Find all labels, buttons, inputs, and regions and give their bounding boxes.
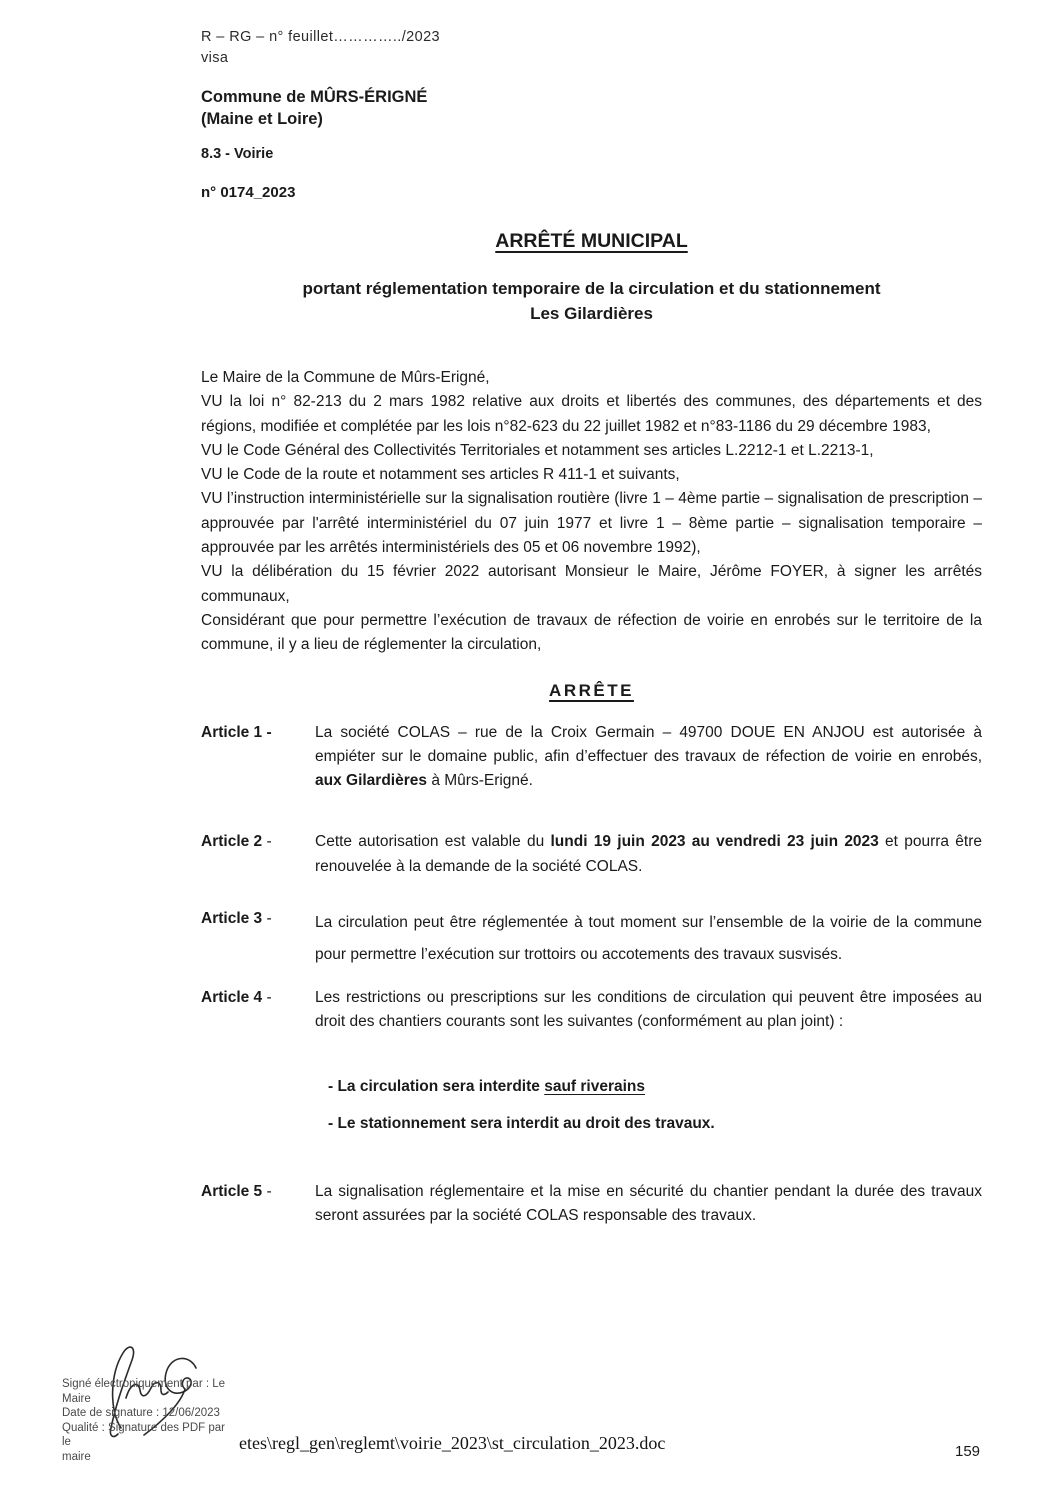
restriction-list [328,1075,982,1136]
preamble-paragraph: VU le Code de la route et notamment ses articles R 411-1 et suivants, [201,466,680,484]
preamble-paragraph: VU la délibération du 15 février 2022 autorisant Monsieur le Maire, Jérôme FOYER, à signer les arrêtés communaux, [201,563,982,605]
registry-line: R – RG – n° feuillet…………../2023 [201,29,441,45]
signature-line: Qualité : Signature des PDF par le [62,1421,225,1448]
article-4-label: Article 4 - [201,989,272,1007]
subtitle-line-1: portant réglementation temporaire de la circulation et du stationnement [302,279,881,298]
visa-line: visa [201,50,229,66]
page-number: 159 [955,1443,981,1460]
commune-department: (Maine et Loire) [201,110,323,128]
article-5-body: La signalisation réglementaire et la mise en sécurité du chantier pendant la durée des travaux seront assurées par la société COLAS responsable des travaux. [315,1182,982,1224]
commune-name: Commune de MÛRS-ÉRIGNÉ [201,88,428,106]
footer-file-path: etes\regl_gen\reglemt\voirie_2023\st_circulation_2023.doc [239,1433,666,1453]
preamble-paragraph: VU la loi n° 82-213 du 2 mars 1982 relative aux droits et libertés des communes, des départements et des régions, modifiée et complétée par les lois n°82-623 du 22 juillet 1982 et n°83-1186 du 29 décembre 1983, [201,393,982,435]
article-4-body: Les restrictions ou prescriptions sur les conditions de circulation qui peuvent être imposées au droit des chantiers courants sont les suivantes (conformément au plan joint) : [315,989,982,1031]
article-3-body: La circulation peut être réglementée à tout moment sur l’ensemble de la voirie de la commune pour permettre l’exécution sur trottoirs ou accotements des travaux susvisés. [315,914,982,963]
document-content [201,0,982,1228]
subtitle-line-2: Les Gilardières [530,304,653,323]
commune-header [201,86,982,130]
article-4 [201,986,982,1035]
article-1-body: La société COLAS – rue de la Croix Germain – 49700 DOUE EN ANJOU est autorisée à empiéter sur le domaine public, afin d’effectuer des travaux de réfection de voirie en enrobés, aux Gilardières à Mûrs-Erigné. [315,723,982,790]
document-title: ARRÊTÉ MUNICIPAL [495,230,688,252]
restriction-item-stationnement: - Le stationnement sera interdit au droit des travaux. [328,1114,715,1132]
article-1-label: Article 1 - [201,723,272,741]
signature-line: Date de signature : 12/06/2023 [62,1407,220,1419]
document-number: n° 0174_2023 [201,184,296,201]
article-1 [201,721,982,794]
restriction-item-circulation: - La circulation sera interdite sauf riverains [328,1077,646,1095]
article-5 [201,1180,982,1229]
preamble-paragraph: Considérant que pour permettre l’exécution de travaux de réfection de voirie en enrobés sur le territoire de la commune, il y a lieu de réglementer la circulation, [201,611,982,654]
preamble [201,366,982,658]
signature-line: Maire [62,1392,91,1405]
article-2 [201,830,982,879]
signature-line: maire [62,1450,91,1463]
article-5-label: Article 5 - [201,1182,272,1200]
article-2-body: Cette autorisation est valable du lundi 19 juin 2023 au vendredi 23 juin 2023 et pourra être renouvelée à la demande de la société COLAS. [315,833,983,875]
arrete-heading: ARRÊTE [549,680,634,700]
preamble-paragraph: VU le Code Général des Collectivités Territoriales et notamment ses articles L.2212-1 et L.2213-1, [201,441,874,459]
article-2-label: Article 2 - [201,833,272,851]
signature-line: Signé électroniquement par : Le [62,1378,226,1390]
articles [201,721,982,1229]
document-subtitle [201,276,982,326]
section-reference: 8.3 - Voirie [201,146,274,162]
preamble-paragraph: Le Maire de la Commune de Mûrs-Erigné, [201,369,490,386]
preamble-paragraph: VU l’instruction interministérielle sur la signalisation routière (livre 1 – 4ème partie – signalisation de prescription – approuvée par l'arrêté interministériel du 07 juin 1977 et livre 1 – 8ème partie – signalisation temporaire – approuvée par les arrêtés interministériels des 05 et 06 novembre 1992), [201,490,982,557]
registry-header [201,0,982,69]
article-3-label: Article 3 - [201,910,272,928]
article-3 [201,907,982,970]
electronic-signature-block [62,1377,232,1464]
